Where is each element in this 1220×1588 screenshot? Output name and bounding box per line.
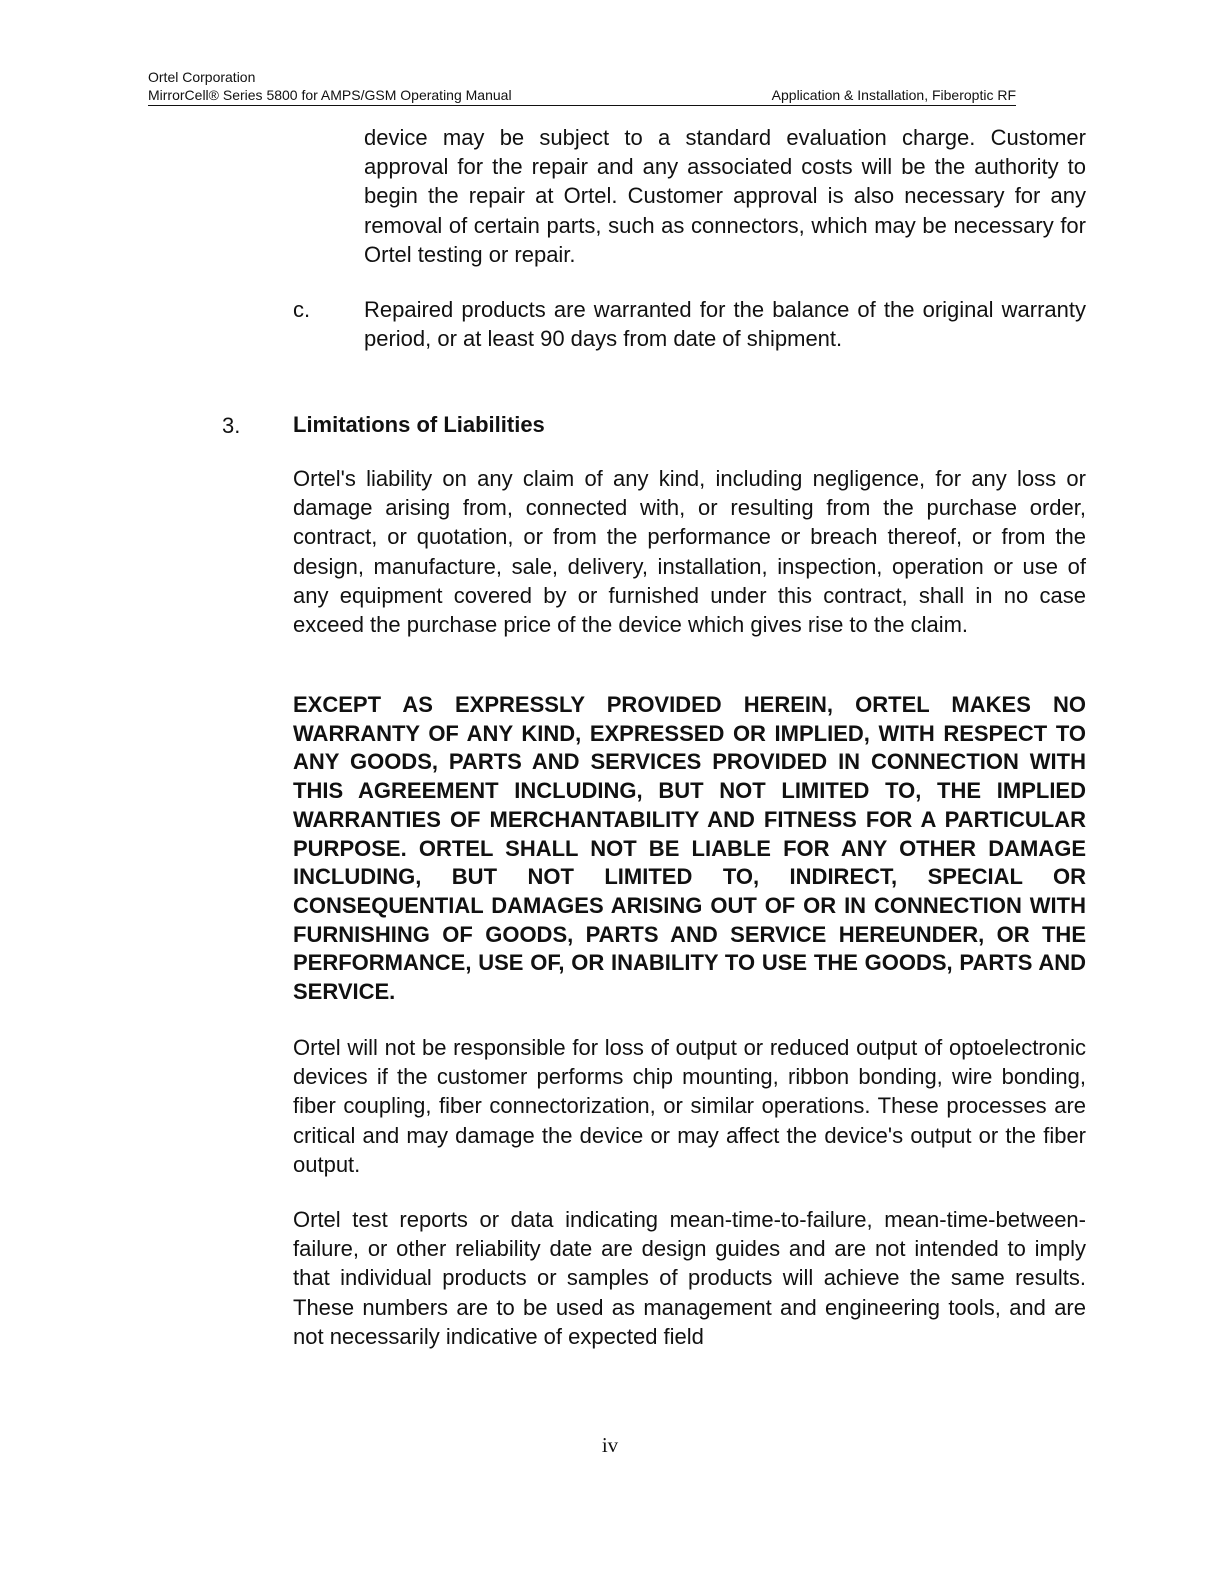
liability-paragraph: Ortel's liability on any claim of any kind, including negligence, for any loss or damage arising from, connected with, or resulting from the purchase order, contract, or quotation, or from the performance or breach thereof, or from the design, manufacture, sale, delivery, installation, inspection, operation or use of any equipment covered by or furnished under this contract, shall in no case exceed the purchase price of the device which gives rise to the claim. — [293, 466, 1086, 638]
section-number: 3. — [222, 413, 241, 438]
list-item-text: Repaired products are warranted for the balance of the original warranty period, or at least 90 days from date of shipment. — [364, 297, 1086, 352]
test-reports-paragraph: Ortel test reports or data indicating mean-time-to-failure, mean-time-between-failure, or other reliability date are design guides and are not intended to imply that individual products or samples of products will achieve the same results. These numbers are to be used as management and engineering tools, and are not necessarily indicative of expected field — [293, 1207, 1086, 1349]
section-title: Limitations of Liabilities — [293, 412, 545, 437]
header-section-title: Application & Installation, Fiberoptic RF — [771, 87, 1016, 103]
warranty-disclaimer-paragraph: EXCEPT AS EXPRESSLY PROVIDED HEREIN, ORTEL MAKES NO WARRANTY OF ANY KIND, EXPRESSED OR IMPLIED, WITH RESPECT TO ANY GOODS, PARTS AND SERVICES PROVIDED IN CONNECTION WITH THIS AGREEMENT INCLUDING, BUT NOT LIMITED TO, THE IMPLIED WARRANTIES OF MERCHANTABILITY AND FITNESS FOR A PARTICULAR PURPOSE. ORTEL SHALL NOT BE LIABLE FOR ANY OTHER DAMAGE INCLUDING, BUT NOT LIMITED TO, INDIRECT, SPECIAL OR CONSEQUENTIAL DAMAGES ARISING OUT OF OR IN CONNECTION WITH FURNISHING OF GOODS, PARTS AND SERVICE HEREUNDER, OR THE PERFORMANCE, USE OF, OR INABILITY TO USE THE GOODS, PARTS AND SERVICE. — [293, 692, 1086, 1005]
list-item-label: c. — [293, 297, 311, 322]
output-loss-paragraph: Ortel will not be responsible for loss of output or reduced output of optoelectronic devices if the customer performs chip mounting, ribbon bonding, wire bonding, fiber coupling, fiber connectorization, or similar operations. These processes are critical and may damage the device or may affect the device's output or the fiber output. — [293, 1035, 1086, 1177]
header-manual-title: MirrorCell® Series 5800 for AMPS/GSM Operating Manual — [148, 87, 512, 103]
header-rule-line — [148, 86, 1016, 106]
continuation-paragraph: device may be subject to a standard evaluation charge. Customer approval for the repair and any associated costs will be the authority to begin the repair at Ortel. Customer approval is also necessary for any removal of certain parts, such as connectors, which may be necessary for Ortel testing or repair. — [364, 125, 1086, 267]
page-header — [148, 68, 1016, 106]
header-company: Ortel Corporation — [148, 69, 256, 85]
page-number: iv — [601, 1433, 619, 1457]
